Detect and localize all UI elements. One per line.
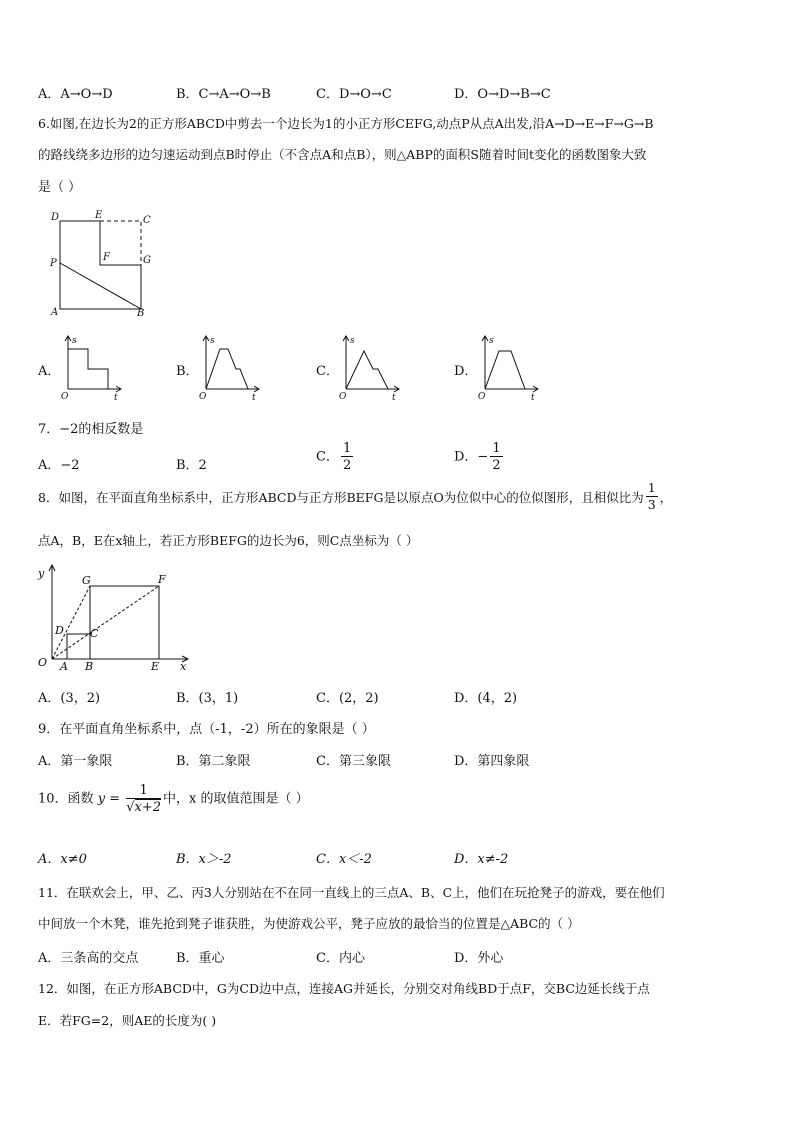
q10-stem (38, 784, 309, 814)
q11-option-d: D．外心 (454, 951, 504, 966)
q5-option-a: A．A→O→D (38, 87, 113, 102)
q9-stem: 9．在平面直角坐标系中，点（-1，-2）所在的象限是（ ） (38, 722, 375, 737)
q7-option-c-fraction (341, 442, 353, 472)
q6-label-a: A (51, 307, 59, 318)
q12-stem-line2: E．若FG=2，则AE的长度为( ) (38, 1013, 217, 1028)
q6a-s: s (72, 336, 77, 346)
q8-label-b: B (85, 660, 94, 673)
q6-option-c-label: C． (316, 364, 339, 379)
q6-option-b-label: B． (176, 364, 199, 379)
q5-option-c: C．D→O→C (316, 87, 392, 102)
q6-segment-pb (60, 263, 141, 309)
q7-d-den: 2 (492, 458, 501, 473)
q7-option-d (454, 442, 505, 472)
q5-option-d: D．O→D→B→C (454, 87, 551, 102)
q9-option-c: C．第三象限 (316, 754, 391, 769)
q8-label-y: y (38, 567, 45, 580)
q11-option-a: A．三条高的交点 (38, 951, 139, 966)
q11-stem-line2: 中间放一个木凳，谁先抢到凳子谁获胜，为使游戏公平，凳子应放的最恰当的位置是△ABC的（ ） (38, 916, 580, 931)
q6a-t: t (114, 393, 118, 403)
q6-polygon (60, 221, 141, 309)
q10-den-radicand: x+2 (134, 800, 161, 815)
q10-num: 1 (126, 784, 161, 799)
q7-option-d-fraction (490, 442, 502, 472)
q8-label-a: A (60, 660, 68, 673)
q5-option-b: B．C→A→O→B (176, 87, 271, 102)
q6d-t: t (531, 393, 535, 403)
q11-option-b: B．重心 (176, 951, 225, 966)
q7-stem: 7．−2的相反数是 (38, 422, 144, 437)
q8-label-c: C (90, 627, 99, 640)
q10-y: y = (97, 791, 121, 807)
q6c-s: s (350, 336, 355, 346)
q8-option-b: B．(3，1) (176, 691, 239, 706)
q6-graph-a (60, 333, 128, 403)
q6d-o: O (478, 392, 486, 402)
q6b-t: t (252, 393, 256, 403)
q7-option-b: B．2 (176, 458, 207, 473)
q8-ray-og (52, 586, 90, 659)
q9-option-d: D．第四象限 (454, 754, 530, 769)
q6-label-b: B (137, 308, 145, 319)
q11-stem-line1: 11．在联欢会上，甲、乙、丙3人分别站在不在同一直线上的三点A、B、C上，他们在玩抢凳子的游戏，要在他们 (38, 885, 665, 900)
q8-ray-of (52, 586, 159, 659)
q9-option-a: A．第一象限 (38, 754, 113, 769)
q8-figure (30, 562, 200, 674)
q6-graph-d (477, 333, 545, 403)
q10-option-c: C．x＜-2 (316, 852, 372, 867)
q8-ratio-den: 3 (647, 496, 656, 512)
q12-stem-line1: 12．如图，在正方形ABCD中，G为CD边中点，连接AG并延长，分别交对角线BD于点F，交BC边延长线于点 (38, 981, 650, 996)
q8-square-befg (90, 586, 159, 659)
q6c-o: O (339, 392, 347, 402)
q8-stem-line2: 点A，B，E在x轴上，若正方形BEFG的边长为6，则C点坐标为（ ） (38, 533, 419, 548)
q10-option-a: A．x≠0 (38, 852, 87, 867)
q6a-o: O (61, 392, 69, 402)
q8-stem-line1-text: 8．如图，在平面直角坐标系中，正方形ABCD与正方形BEFG是以原点O为位似中心的位似图形，且相似比为 (38, 490, 644, 505)
q6-label-c: C (143, 215, 151, 226)
q10-suffix: 中，x 的取值范围是（ ） (163, 791, 309, 807)
q7-option-c (316, 442, 355, 472)
q6-option-a-label: A． (38, 364, 61, 379)
q8-label-f: F (158, 573, 166, 586)
q6-label-p: P (50, 258, 57, 269)
q6d-s: s (489, 336, 494, 346)
q8-label-x: x (180, 660, 187, 673)
q6-stem-line2: 的路线绕多边形的边匀速运动到点B时停止（不含点A和点B），则△ABP的面积S随着时间t变化的函数图象大致 (38, 147, 647, 162)
q6b-s: s (210, 336, 215, 346)
q6-stem-line1: 6.如图,在边长为2的正方形ABCD中剪去一个边长为1的小正方形CEFG,动点P从点A出发,沿A→D→E→F→G→B (38, 116, 654, 131)
q10-den: √x+2 (126, 800, 161, 815)
q7-c-den: 2 (342, 458, 352, 473)
q10-prefix: 10．函数 (38, 791, 94, 807)
q6-figure (40, 205, 165, 320)
q6-label-d: D (51, 212, 60, 223)
q7-option-d-label: D．− (454, 449, 489, 465)
q10-option-b: B．x＞-2 (176, 852, 232, 867)
q8-option-c: C．(2，2) (316, 691, 379, 706)
q6-label-g: G (143, 255, 151, 266)
q6-graph-b (198, 333, 266, 403)
q6-stem-line3: 是（ ） (38, 180, 82, 195)
q8-label-o: O (38, 656, 48, 669)
q8-label-e: E (151, 660, 160, 673)
q7-d-num: 1 (492, 441, 501, 456)
q8-ratio-num: 1 (647, 480, 656, 495)
q11-option-c: C．内心 (316, 951, 365, 966)
q7-c-num: 1 (342, 441, 352, 456)
q6-option-d-label: D． (454, 364, 478, 379)
q10-option-d: D．x≠-2 (454, 852, 509, 867)
q6-graph-c (338, 333, 406, 403)
q6b-o: O (199, 392, 207, 402)
q8-ratio (646, 482, 658, 511)
q6-label-f: F (103, 252, 110, 263)
q7-option-c-label: C． (316, 449, 339, 465)
q6c-t: t (392, 393, 396, 403)
q8-stem-line1-end: ， (659, 490, 673, 505)
q8-option-d: D．(4，2) (454, 691, 518, 706)
q8-stem-line1 (38, 480, 673, 512)
q6-label-e: E (95, 210, 103, 221)
q8-label-g: G (82, 574, 91, 587)
q10-fraction (126, 784, 161, 814)
q8-label-d: D (55, 624, 64, 637)
q9-option-b: B．第二象限 (176, 754, 251, 769)
q7-option-a: A．−2 (38, 458, 80, 473)
q8-option-a: A．(3，2) (38, 691, 101, 706)
